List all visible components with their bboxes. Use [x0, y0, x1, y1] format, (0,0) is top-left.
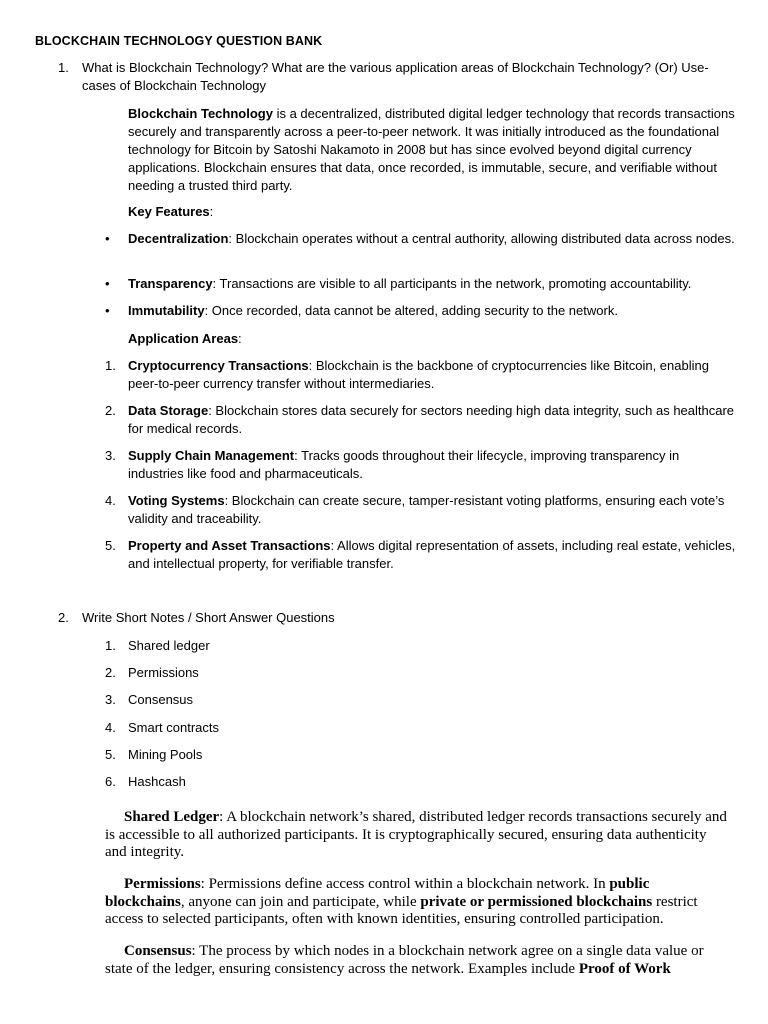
key-feature-item	[105, 302, 738, 320]
short-note-item	[105, 691, 193, 709]
note-term: Consensus	[124, 943, 192, 959]
question-text: What is Blockchain Technology? What are the various application areas of Blockchain Technology? (Or) Use-cases of Blockchain Technology	[82, 60, 709, 93]
short-note-label: Consensus	[128, 692, 194, 707]
note-text: : The process by which nodes in a blockchain network agree on a single data value or state of the ledger, ensuring consistency across the network. Examples include	[105, 943, 704, 977]
note-bold-public: public blockchains	[105, 876, 650, 910]
note-bold-private: private or permissioned blockchains	[420, 893, 653, 910]
short-note-label: Smart contracts	[128, 720, 220, 735]
app-area-term: Supply Chain Management	[128, 448, 295, 463]
feature-desc: : Once recorded, data cannot be altered, adding security to the network.	[204, 303, 618, 318]
app-area-desc: : Blockchain is the backbone of cryptocurrencies like Bitcoin, enabling peer-to-peer currency transfer without intermediaries.	[128, 358, 709, 391]
question-number: 1.	[58, 60, 69, 75]
item-number: 2.	[105, 665, 116, 680]
note-consensus	[105, 943, 730, 978]
short-note-label: Mining Pools	[128, 747, 203, 762]
key-feature-item	[105, 230, 738, 248]
item-number: 2.	[105, 403, 116, 418]
question-text: Write Short Notes / Short Answer Questions	[82, 610, 335, 625]
app-area-desc: : Blockchain stores data securely for sectors needing high data integrity, such as healthcare for medical records.	[128, 403, 735, 436]
item-number: 6.	[105, 774, 116, 789]
short-note-item	[105, 746, 202, 764]
note-permissions	[105, 876, 730, 929]
app-area-item	[105, 402, 738, 438]
app-area-term: Voting Systems	[128, 493, 225, 508]
intro-term: Blockchain Technology	[128, 106, 273, 121]
short-note-item	[105, 719, 219, 737]
question-1	[58, 59, 738, 95]
key-features-heading: Key Features:	[128, 204, 214, 219]
item-number: 3.	[105, 448, 116, 463]
app-areas-heading-text: Application Areas	[128, 331, 239, 346]
note-bold-pow: Proof of Work	[578, 960, 671, 977]
feature-desc: : Transactions are visible to all participants in the network, promoting accountability.	[212, 276, 692, 291]
app-area-item	[105, 447, 738, 483]
item-number: 1.	[105, 638, 116, 653]
page-title: BLOCKCHAIN TECHNOLOGY QUESTION BANK	[35, 34, 323, 48]
item-number: 4.	[105, 720, 116, 735]
bullet: •	[105, 231, 110, 246]
app-area-term: Data Storage	[128, 403, 209, 418]
item-number: 1.	[105, 358, 116, 373]
app-area-item	[105, 537, 738, 573]
short-note-item	[105, 637, 210, 655]
intro-text: is a decentralized, distributed digital ledger technology that records transactions securely and transparently across a peer-to-peer network. It was initially introduced as the foundational technology for Bitcoin by Satoshi Nakamoto in 2008 but has since evolved beyond digital currency applications. Blockchain ensures that data, once recorded, is immutable, secure, and verifiable without needing a trusted third party.	[128, 106, 735, 193]
note-term: Shared Ledger	[124, 809, 220, 825]
short-note-item	[105, 773, 186, 791]
key-features-heading-text: Key Features	[128, 204, 210, 219]
feature-desc: : Blockchain operates without a central authority, allowing distributed data across nodes.	[228, 231, 735, 246]
app-area-term: Property and Asset Transactions	[128, 538, 331, 553]
app-area-item	[105, 357, 738, 393]
note-text: , anyone can join and participate, while	[180, 893, 421, 910]
item-number: 3.	[105, 692, 116, 707]
note-text: : Permissions define access control within a blockchain network. In	[200, 876, 610, 892]
item-number: 4.	[105, 493, 116, 508]
short-note-item	[105, 664, 199, 682]
intro-paragraph	[128, 105, 738, 195]
short-note-label: Permissions	[128, 665, 199, 680]
question-2	[58, 609, 738, 627]
note-text: restrict access to selected participants, often with known identities, ensuring controlled participation.	[105, 893, 698, 927]
feature-term: Decentralization	[128, 231, 229, 246]
app-area-desc: : Allows digital representation of assets, including real estate, vehicles, and intellectual property, for verifiable transfer.	[128, 538, 736, 571]
question-number: 2.	[58, 610, 69, 625]
item-number: 5.	[105, 747, 116, 762]
note-text: : A blockchain network’s shared, distributed ledger records transactions securely and is accessible to all authorized participants. It is cryptographically secured, ensuring data authenticity and integrity.	[105, 809, 727, 860]
key-feature-item	[105, 275, 738, 293]
feature-term: Immutability	[128, 303, 205, 318]
app-area-desc: : Tracks goods throughout their lifecycle, improving transparency in industries like food and pharmaceuticals.	[128, 448, 680, 481]
short-note-label: Hashcash	[128, 774, 186, 789]
short-note-label: Shared ledger	[128, 638, 210, 653]
bullet: •	[105, 276, 110, 291]
item-number: 5.	[105, 538, 116, 553]
app-area-term: Cryptocurrency Transactions	[128, 358, 309, 373]
app-area-desc: : Blockchain can create secure, tamper-resistant voting platforms, ensuring each vote’s validity and traceability.	[128, 493, 725, 526]
bullet: •	[105, 303, 110, 318]
note-term: Permissions	[124, 876, 201, 892]
note-shared-ledger	[105, 809, 730, 862]
app-areas-heading: Application Areas:	[128, 331, 242, 346]
feature-term: Transparency	[128, 276, 213, 291]
app-area-item	[105, 492, 738, 528]
